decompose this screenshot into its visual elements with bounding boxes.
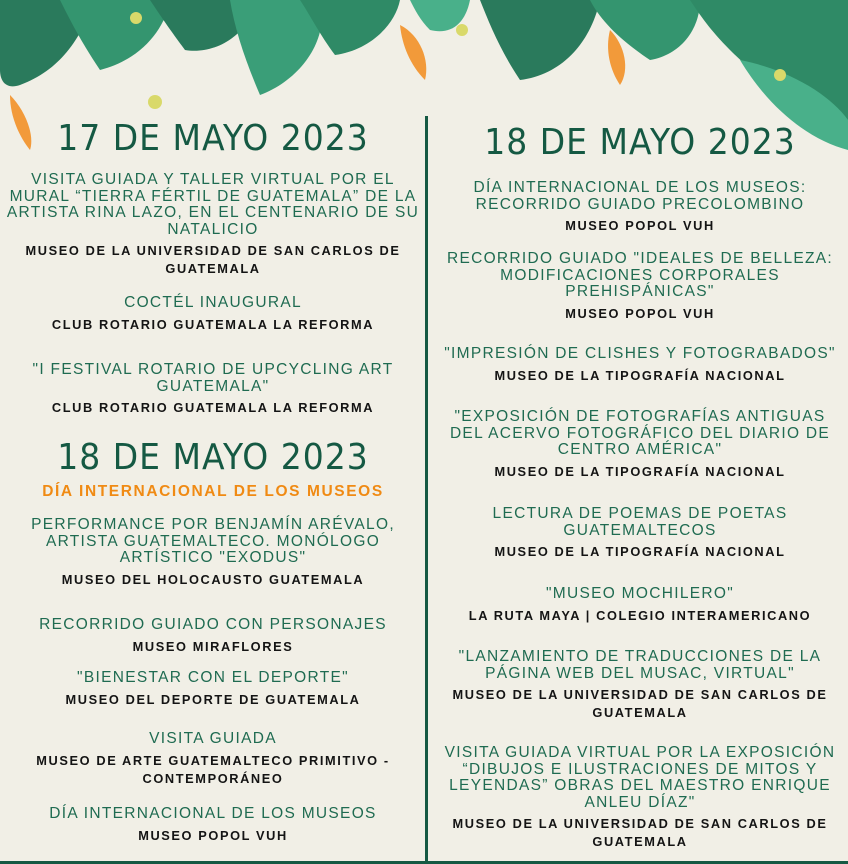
event-title: "BIENESTAR CON EL DEPORTE" <box>77 669 349 686</box>
event-item <box>0 362 426 417</box>
event-title: "EXPOSICIÓN DE FOTOGRAFÍAS ANTIGUAS DEL ACERVO FOTOGRÁFICO DEL DIARIO DE CENTRO AMÉRICA" <box>449 408 831 458</box>
event-title: COCTÉL INAUGURAL <box>124 294 302 311</box>
event-venue: MUSEO POPOL VUH <box>565 218 715 233</box>
event-item <box>432 346 848 385</box>
event-item <box>0 517 426 589</box>
event-item <box>0 670 426 709</box>
event-title: "LANZAMIENTO DE TRADUCCIONES DE LA PÁGINA WEB DEL MUSAC, VIRTUAL" <box>458 648 822 682</box>
event-venue: MUSEO MIRAFLORES <box>132 638 294 654</box>
event-title: DÍA INTERNACIONAL DE LOS MUSEOS <box>49 805 377 822</box>
event-item <box>0 617 426 656</box>
event-venue: MUSEO DE LA UNIVERSIDAD DE SAN CARLOS DE GUATEMALA <box>25 243 401 276</box>
event-venue: MUSEO DE LA TIPOGRAFÍA NACIONAL <box>494 544 786 559</box>
event-item <box>0 806 426 845</box>
event-venue: MUSEO DEL DEPORTE DE GUATEMALA <box>65 691 361 707</box>
event-title: PERFORMANCE POR BENJAMÍN ARÉVALO, ARTISTA GUATEMALTECO. MONÓLOGO ARTÍSTICO "EXODUS" <box>31 516 395 566</box>
event-title: DÍA INTERNACIONAL DE LOS MUSEOS: RECORRIDO GUIADO PRECOLOMBINO <box>473 179 807 213</box>
event-title: "MUSEO MOCHILERO" <box>545 585 735 602</box>
event-venue: CLUB ROTARIO GUATEMALA LA REFORMA <box>51 400 375 415</box>
event-venue: MUSEO POPOL VUH <box>565 305 715 321</box>
event-venue: MUSEO DE ARTE GUATEMALTECO PRIMITIVO - CONTEMPORÁNEO <box>36 752 390 786</box>
event-item <box>432 180 848 235</box>
event-item <box>432 586 848 625</box>
event-item <box>432 251 848 323</box>
event-title: "IMPRESIÓN DE CLISHES Y FOTOGRABADOS" <box>444 345 836 362</box>
date-heading: 18 DE MAYO 2023 <box>484 120 796 163</box>
event-venue: MUSEO DE LA TIPOGRAFÍA NACIONAL <box>494 367 786 383</box>
event-title: RECORRIDO GUIADO "IDEALES DE BELLEZA: MODIFICACIONES CORPORALES PREHISPÁNICAS" <box>446 250 834 300</box>
event-title: LECTURA DE POEMAS DE POETAS GUATEMALTECOS <box>492 505 788 539</box>
event-venue: MUSEO DEL HOLOCAUSTO GUATEMALA <box>61 571 365 587</box>
event-title: VISITA GUIADA VIRTUAL POR LA EXPOSICIÓN “DIBUJOS E ILUSTRACIONES DE MITOS Y LEYENDAS” OBRAS DEL MAESTRO ENRIQUE ANLEU DÍAZ" <box>444 744 836 811</box>
event-item <box>432 506 848 561</box>
event-venue: LA RUTA MAYA | COLEGIO INTERAMERICANO <box>468 607 812 623</box>
event-item <box>432 409 848 481</box>
event-item <box>432 745 848 851</box>
event-item <box>0 731 426 788</box>
highlight-subtitle: DÍA INTERNACIONAL DE LOS MUSEOS <box>42 483 384 500</box>
event-item <box>0 295 426 334</box>
event-venue: CLUB ROTARIO GUATEMALA LA REFORMA <box>51 316 375 332</box>
event-title: "I FESTIVAL ROTARIO DE UPCYCLING ART GUATEMALA" <box>32 361 394 395</box>
date-heading: 18 DE MAYO 2023 <box>57 435 369 478</box>
event-venue: MUSEO DE LA UNIVERSIDAD DE SAN CARLOS DE GUATEMALA <box>452 816 828 849</box>
event-venue: MUSEO DE LA TIPOGRAFÍA NACIONAL <box>494 463 786 479</box>
event-title: VISITA GUIADA <box>149 730 277 747</box>
event-title: RECORRIDO GUIADO CON PERSONAJES <box>39 616 387 633</box>
event-venue: MUSEO DE LA UNIVERSIDAD DE SAN CARLOS DE GUATEMALA <box>452 687 828 720</box>
event-item <box>0 172 426 278</box>
event-item <box>432 649 848 722</box>
event-venue: MUSEO POPOL VUH <box>138 827 288 843</box>
event-title: VISITA GUIADA Y TALLER VIRTUAL POR EL MURAL “TIERRA FÉRTIL DE GUATEMALA” DE LA ARTISTA RINA LAZO, EN EL CENTENARIO DE SU NATALICIO <box>6 171 420 238</box>
date-heading: 17 DE MAYO 2023 <box>57 116 369 159</box>
